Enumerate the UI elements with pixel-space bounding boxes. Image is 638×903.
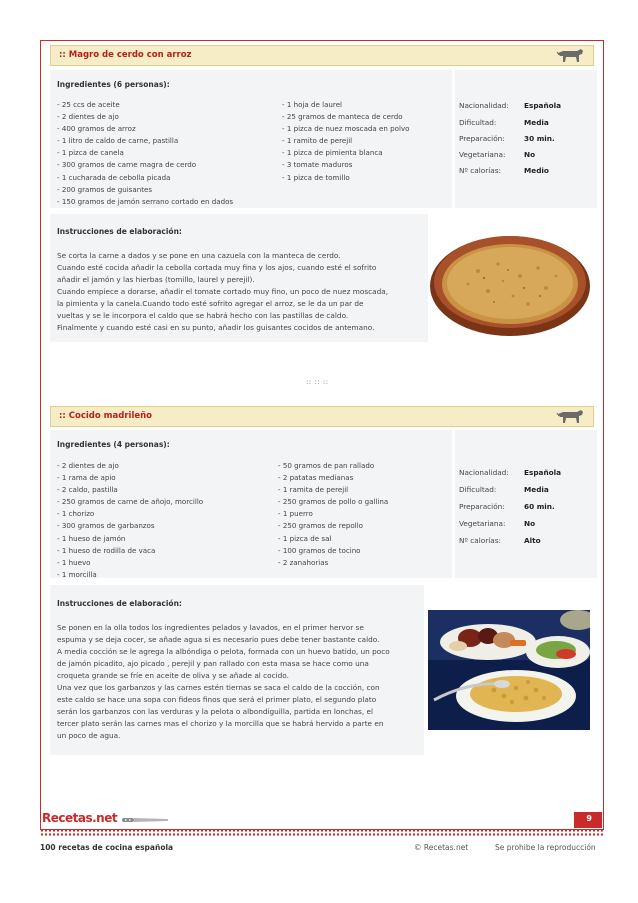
recipe-title-bar	[50, 45, 594, 66]
ingredient-item: - 300 gramos de carne magra de cerdo	[57, 160, 197, 170]
ingredients-list-left	[57, 99, 233, 208]
instructions-panel	[50, 214, 428, 342]
info-value: No	[524, 519, 536, 528]
ingredient-item: - 1 rama de apio	[57, 473, 116, 483]
instruction-line: la pimienta y la canela.Cuando todo esté sofrito agregar el arroz, se le da un par de	[57, 299, 364, 308]
instructions-heading: Instrucciones de elaboración:	[57, 599, 182, 608]
book-title: 100 recetas de cocina española	[40, 843, 174, 852]
ingredients-list-right	[278, 460, 388, 569]
ingredient-item: - 1 pizca de pimienta blanca	[282, 148, 383, 158]
instruction-line: Cuando empiece a dorarse, añadir el tomate cortado muy fino, un poco de nuez moscada,	[57, 287, 389, 296]
instruction-line: A media cocción se le agrega la albóndiga o pelota, formada con un huevo batido, un poco	[57, 647, 390, 656]
page-number-badge	[574, 812, 602, 828]
ingredients-panel	[50, 70, 452, 208]
ingredient-item: - 3 tomate maduros	[282, 160, 353, 170]
info-label: Nº calorías:	[459, 536, 501, 545]
ingredient-item: - 1 pizca de sal	[278, 533, 332, 543]
info-label: Dificultad:	[459, 118, 497, 127]
ingredients-list-left	[57, 460, 203, 581]
ingredient-item: - 1 pizca de tomillo	[282, 172, 350, 182]
info-label: Preparación:	[459, 502, 505, 511]
recipe-title: :: Cocido madrileño	[59, 411, 153, 421]
info-value: Española	[524, 101, 562, 110]
ingredient-item: - 250 gramos de pollo o gallina	[278, 497, 389, 507]
ingredient-item: - 2 caldo, pastilla	[57, 485, 118, 495]
instruction-line: croqueta grande se fríe en aceite de oliva y se añade al cocido.	[57, 671, 289, 680]
ingredients-panel	[50, 430, 452, 578]
info-label: Dificultad:	[459, 485, 497, 494]
ingredient-item: - 1 morcilla	[57, 569, 97, 579]
info-value: Medio	[524, 166, 549, 175]
instructions-heading: Instrucciones de elaboración:	[57, 227, 182, 236]
instruction-line: Cuando esté cocida añadir la cebolla cortada muy fina y los ajos, cuando esté el sofrito	[57, 263, 377, 272]
ingredient-item: - 100 gramos de tocino	[278, 545, 361, 555]
footer-dotted-rule	[40, 833, 604, 836]
instruction-line: vueltas y se le incorpora el caldo que se habrá hecho con las pastillas de caldo.	[57, 311, 349, 320]
instruction-line: Finalmente y cuando esté casi en su punto, añadir los guisantes cocidos de antemano.	[57, 323, 375, 332]
dish-photo-rice	[428, 226, 592, 338]
ingredient-item: - 25 ccs de aceite	[57, 100, 120, 109]
copyright: © Recetas.net	[414, 843, 469, 852]
instruction-line: un poco de agua.	[57, 731, 121, 740]
ingredient-item: - 1 puerro	[278, 509, 313, 519]
ingredient-item: - 1 huevo	[57, 557, 91, 567]
instruction-line: tercer plato serán las carnes mas el chorizo y la morcilla que se habrá hervido a parte en	[57, 719, 384, 728]
instruction-line: este caldo se hace una sopa con fideos finos que será el primer plato, el segundo plato	[57, 695, 377, 704]
footer-logo	[40, 810, 170, 828]
cow-icon	[555, 408, 585, 426]
ingredients-heading: Ingredientes (6 personas):	[57, 80, 170, 89]
instruction-line: Se ponen en la olla todos los ingredientes pelados y lavados, en el primer hervor se	[57, 623, 364, 632]
ingredient-item: - 250 gramos de carne de añojo, morcillo	[57, 497, 204, 507]
instructions-panel	[50, 585, 424, 755]
ingredient-item: - 2 dientes de ajo	[57, 112, 119, 122]
instruction-line: añadir el jamón y las hierbas (tomillo, laurel y perejil).	[57, 275, 255, 284]
reproduction-notice: Se prohibe la reproducción	[495, 843, 596, 852]
ingredient-item: - 2 zanahorias	[278, 557, 329, 567]
instructions-text	[57, 622, 390, 742]
cow-icon	[555, 47, 585, 65]
ingredient-item: - 1 hueso de rodilla de vaca	[57, 545, 156, 555]
recipe-info-panel	[455, 430, 597, 578]
info-label: Vegetariana:	[459, 519, 506, 528]
info-label: Nº calorías:	[459, 166, 501, 175]
recipe-separator: :: :: ::	[306, 378, 329, 386]
ingredients-list-right	[282, 99, 410, 184]
ingredient-item: - 50 gramos de pan rallado	[278, 461, 375, 470]
info-value: Alto	[524, 536, 541, 545]
ingredient-item: - 1 litro de caldo de carne, pastilla	[57, 136, 179, 146]
ingredient-item: - 1 cucharada de cebolla picada	[57, 172, 171, 182]
ingredient-item: - 250 gramos de repollo	[278, 521, 363, 531]
ingredient-item: - 1 pizca de canela	[57, 148, 124, 158]
info-label: Vegetariana:	[459, 150, 506, 159]
ingredient-item: - 25 gramos de manteca de cerdo	[282, 112, 403, 122]
info-value: Media	[524, 485, 549, 494]
ingredients-heading: Ingredientes (4 personas):	[57, 440, 170, 449]
info-value: 60 min.	[524, 502, 555, 511]
ingredient-item: - 1 ramito de perejil	[282, 136, 353, 146]
recipe-title-bar	[50, 406, 594, 427]
instruction-line: Se corta la carne a dados y se pone en una cazuela con la manteca de cerdo.	[57, 251, 341, 260]
info-label: Nacionalidad:	[459, 468, 509, 477]
ingredient-item: - 2 dientes de ajo	[57, 461, 119, 470]
footer-dotted-rule	[40, 829, 604, 832]
instruction-line: espuma y se deja cocer, se añade agua si es necesario pues debe tener bastante caldo.	[57, 635, 380, 644]
logo-text: Recetas.net	[42, 811, 118, 825]
instruction-line: de jamón picadito, ajo picado , perejil y pan rallado con esta masa se hace como una	[57, 659, 369, 668]
info-label: Preparación:	[459, 134, 505, 143]
knife-icon	[122, 815, 170, 825]
dish-photo-cocido	[428, 610, 590, 730]
recipe-title: :: Magro de cerdo con arroz	[59, 50, 192, 60]
info-value: No	[524, 150, 536, 159]
recipe-info-panel	[455, 70, 597, 208]
ingredient-item: - 1 hueso de jamón	[57, 533, 126, 543]
ingredient-item: - 1 pizca de nuez moscada en polvo	[282, 124, 410, 134]
ingredient-item: - 1 ramita de perejil	[278, 485, 349, 495]
ingredient-item: - 1 chorizo	[57, 509, 95, 519]
instructions-text	[57, 250, 388, 334]
ingredient-item: - 400 gramos de arroz	[57, 124, 136, 134]
ingredient-item: - 300 gramos de garbanzos	[57, 521, 155, 531]
info-value: Española	[524, 468, 562, 477]
ingredient-item: - 2 patatas medianas	[278, 473, 354, 483]
instruction-line: Una vez que los garbanzos y las carnes estén tiernas se saca el caldo de la cocción, con	[57, 683, 380, 692]
page-number: 9	[586, 814, 592, 823]
ingredient-item: - 150 gramos de jamón serrano cortado en dados	[57, 196, 234, 206]
info-value: 30 min.	[524, 134, 555, 143]
info-value: Media	[524, 118, 549, 127]
info-label: Nacionalidad:	[459, 101, 509, 110]
ingredient-item: - 1 hoja de laurel	[282, 100, 343, 109]
instruction-line: serán los garbanzos con las verduras y la pelota o albondiguilla, partida en lonchas, el	[57, 707, 373, 716]
ingredient-item: - 200 gramos de guisantes	[57, 184, 153, 194]
